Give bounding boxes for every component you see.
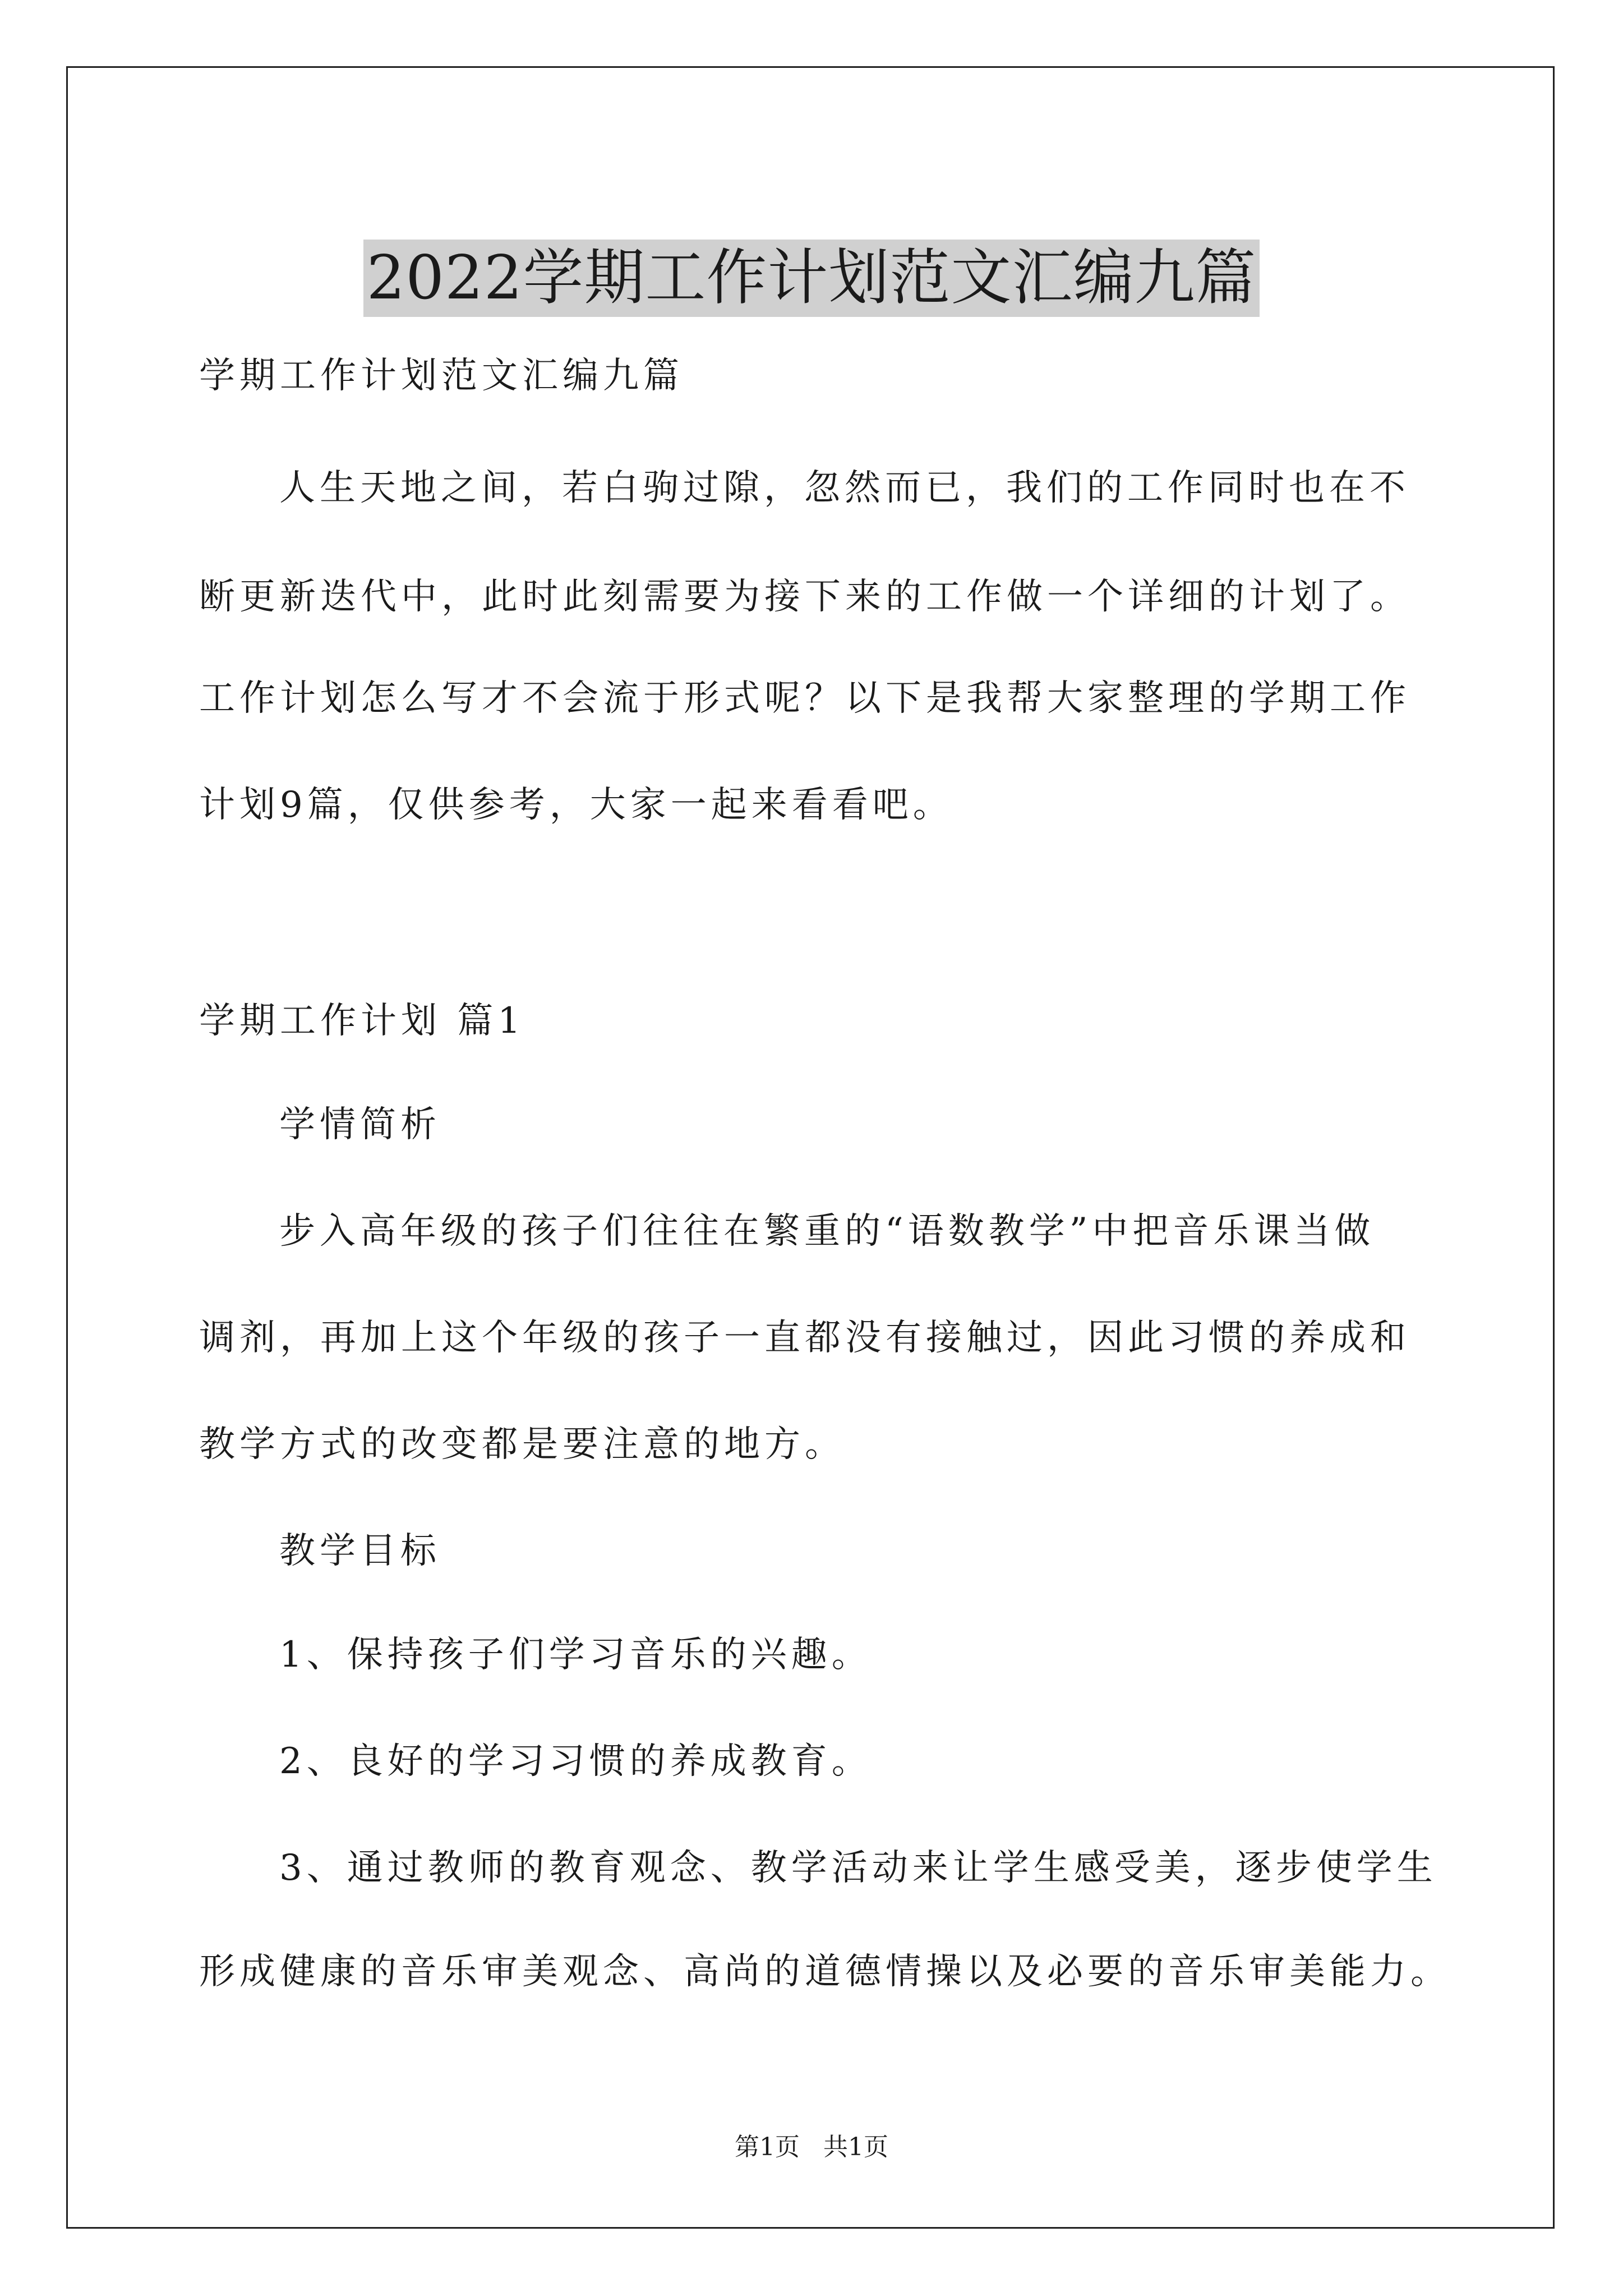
section-heading: 学期工作计划 篇1 <box>199 1000 525 1042</box>
goal-item-3-line-2: 形成健康的音乐审美观念、高尚的道德情操以及必要的音乐审美能力。 <box>199 1951 1451 1993</box>
document-title: 2022学期工作计划范文汇编九篇 <box>363 240 1260 317</box>
analysis-line-1: 步入高年级的孩子们往往在繁重的“语数教学”中把音乐课当做 <box>279 1211 1375 1252</box>
document-subtitle: 学期工作计划范文汇编九篇 <box>199 355 684 397</box>
analysis-heading: 学情简析 <box>279 1104 441 1145</box>
analysis-line-2: 调剂，再加上这个年级的孩子一直都没有接触过，因此习惯的养成和 <box>199 1317 1410 1359</box>
goal-item-2: 2、良好的学习习惯的养成教育。 <box>279 1741 872 1782</box>
intro-line-4: 计划9篇，仅供参考，大家一起来看看吧。 <box>199 784 953 826</box>
intro-line-1: 人生天地之间，若白驹过隙，忽然而已，我们的工作同时也在不 <box>279 467 1410 509</box>
title-wrapper <box>0 199 1623 358</box>
goals-heading: 教学目标 <box>279 1530 441 1572</box>
page-number-current: 第1页 <box>735 2133 800 2161</box>
goal-item-1: 1、保持孩子们学习音乐的兴趣。 <box>279 1634 872 1676</box>
goal-item-3-line-1: 3、通过教师的教育观念、教学活动来让学生感受美，逐步使学生 <box>279 1847 1437 1889</box>
intro-line-3: 工作计划怎么写才不会流于形式呢？以下是我帮大家整理的学期工作 <box>199 678 1410 719</box>
analysis-line-3: 教学方式的改变都是要注意的地方。 <box>199 1424 845 1465</box>
page-number-total: 共1页 <box>823 2133 888 2161</box>
intro-line-2: 断更新迭代中，此时此刻需要为接下来的工作做一个详细的计划了。 <box>199 576 1410 618</box>
page-footer <box>0 2132 1623 2163</box>
